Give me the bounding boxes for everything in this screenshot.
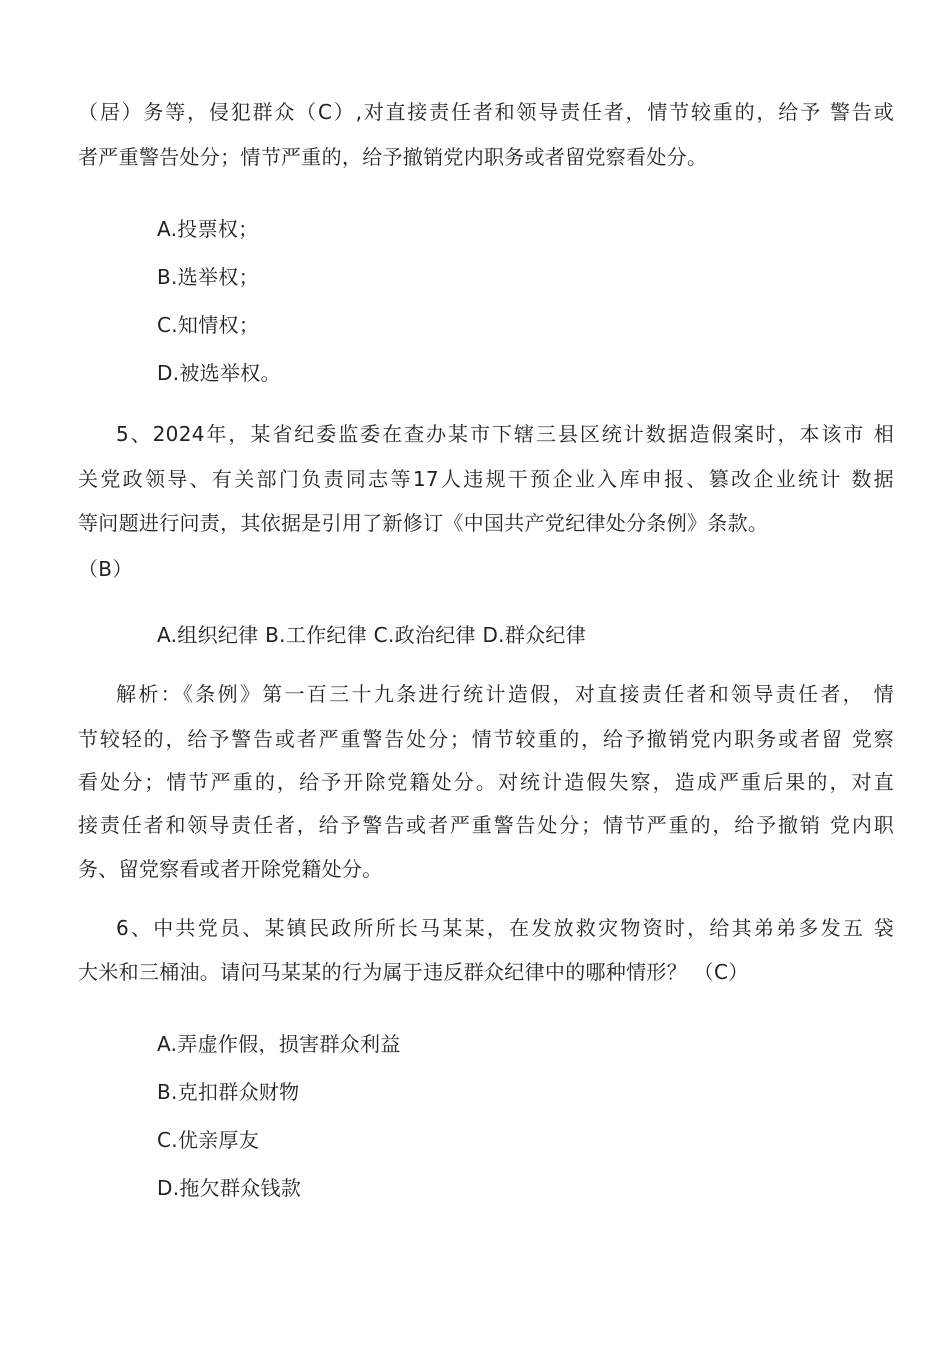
q4-text-line-2: 者严重警告处分；情节严重的，给予撤销党内职务或者留党察看处分。 — [78, 145, 708, 169]
q4-text-line-1: （居）务等，侵犯群众（C）,对直接责任者和领导责任者，情节较重的，给予 警告或 — [78, 100, 894, 124]
q6-option-d: D.拖欠群众钱款 — [157, 1176, 302, 1200]
q4-option-b: B.选举权； — [157, 265, 259, 289]
q4-option-d: D.被选举权。 — [157, 361, 281, 385]
q5-text-line-2: 关党政领导、有关部门负责同志等17人违规干预企业入库申报、篡改企业统计 数据 — [78, 467, 894, 491]
q5-text-line-1: 5、2024年，某省纪委监委在查办某市下辖三县区统计数据造假案时，本该市 相 — [116, 422, 894, 446]
q6-text-line-1: 6、中共党员、某镇民政所所长马某某，在发放救灾物资时，给其弟弟多发五 袋 — [116, 916, 894, 940]
q5-answer: （B） — [78, 557, 133, 581]
q5-analysis-line-3: 看处分；情节严重的，给予开除党籍处分。对统计造假失察，造成严重后果的，对直 — [78, 770, 894, 794]
q5-analysis-line-5: 务、留党察看或者开除党籍处分。 — [78, 857, 383, 881]
q4-option-a: A.投票权； — [157, 217, 259, 241]
q5-options: A.组织纪律 B.工作纪律 C.政治纪律 D.群众纪律 — [157, 623, 587, 647]
q5-analysis-line-1: 解析：《条例》第一百三十九条进行统计造假，对直接责任者和领导责任者， 情 — [116, 682, 894, 706]
q6-option-c: C.优亲厚友 — [157, 1128, 260, 1152]
q4-option-c: C.知情权； — [157, 313, 260, 337]
q5-analysis-line-4: 接责任者和领导责任者，给予警告或者严重警告处分；情节严重的，给予撤销 党内职 — [78, 813, 894, 837]
q6-text-line-2: 大米和三桶油。请问马某某的行为属于违反群众纪律中的哪种情形？ （C） — [78, 960, 749, 984]
q5-analysis-line-2: 节较轻的，给予警告或者严重警告处分；情节较重的，给予撤销党内职务或者留 党察 — [78, 727, 894, 751]
q6-option-a: A.弄虚作假，损害群众利益 — [157, 1032, 401, 1056]
q5-text-line-3: 等问题进行问责，其依据是引用了新修订《中国共产党纪律处分条例》条款。 — [78, 511, 769, 535]
q6-option-b: B.克扣群众财物 — [157, 1080, 300, 1104]
